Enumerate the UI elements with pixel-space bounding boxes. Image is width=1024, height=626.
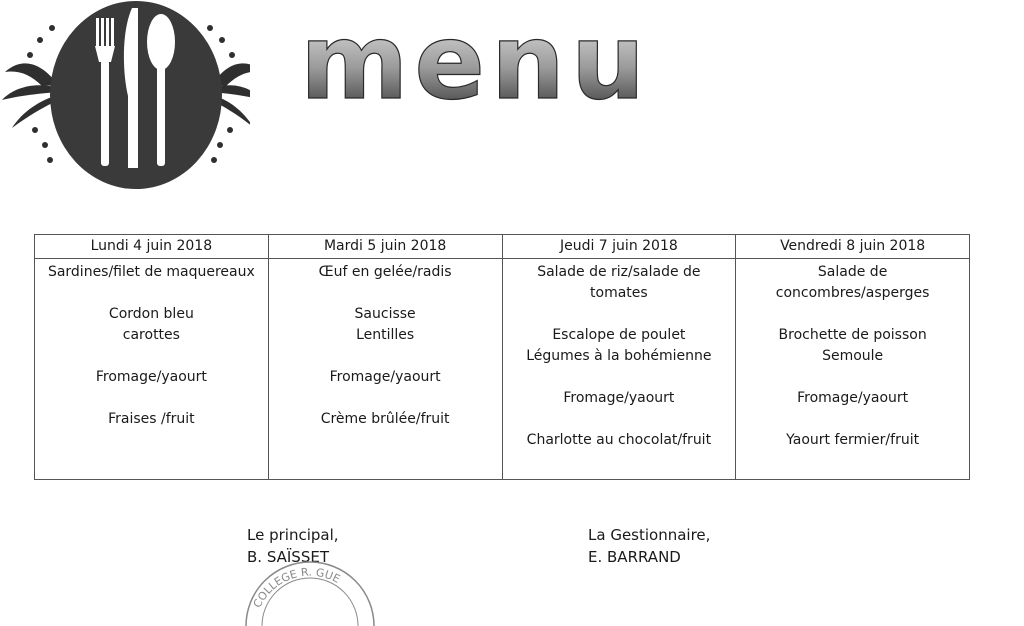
day-menu-cell bbox=[35, 259, 269, 480]
starter: Sardines/filet de maquereaux bbox=[47, 264, 255, 280]
main-dish: Cordon bleu bbox=[108, 306, 194, 322]
side-dish: Lentilles bbox=[356, 327, 415, 343]
table-row bbox=[35, 259, 970, 480]
dessert: Charlotte au chocolat/fruit bbox=[526, 432, 712, 448]
side-dish: carottes bbox=[122, 327, 180, 343]
dairy: Fromage/yaourt bbox=[329, 369, 441, 385]
starter: Salade de bbox=[817, 264, 888, 280]
dessert: Fraises /fruit bbox=[108, 411, 195, 427]
school-stamp bbox=[235, 556, 385, 626]
day-menu-cell bbox=[736, 259, 970, 480]
day-header: Mardi 5 juin 2018 bbox=[268, 235, 502, 259]
day-menu-cell bbox=[268, 259, 502, 480]
svg-text:COLLEGE R. GUE bbox=[251, 566, 343, 610]
principal-name: B. SAÏSSET bbox=[247, 548, 329, 566]
day-header: Jeudi 7 juin 2018 bbox=[502, 235, 736, 259]
gestionnaire-role: La Gestionnaire, bbox=[588, 526, 711, 544]
starter-continued: concombres/asperges bbox=[775, 285, 930, 301]
day-menu-cell bbox=[502, 259, 736, 480]
weekly-menu-table bbox=[34, 234, 970, 480]
side-dish: Légumes à la bohémienne bbox=[526, 348, 712, 364]
dairy: Fromage/yaourt bbox=[797, 390, 909, 406]
cutlery-oval-logo-icon bbox=[0, 0, 250, 200]
principal-role: Le principal, bbox=[247, 526, 339, 544]
starter-continued: tomates bbox=[590, 285, 648, 301]
main-dish: Saucisse bbox=[354, 306, 416, 322]
dairy: Fromage/yaourt bbox=[563, 390, 675, 406]
gestionnaire-name: E. BARRAND bbox=[588, 548, 681, 566]
side-dish: Semoule bbox=[822, 348, 884, 364]
table-header-row bbox=[35, 235, 970, 259]
dessert: Crème brûlée/fruit bbox=[320, 411, 450, 427]
main-dish: Brochette de poisson bbox=[778, 327, 927, 343]
dessert: Yaourt fermier/fruit bbox=[786, 432, 920, 448]
starter: Œuf en gelée/radis bbox=[318, 264, 452, 280]
day-header: Lundi 4 juin 2018 bbox=[35, 235, 269, 259]
gestionnaire-signature bbox=[588, 524, 710, 568]
dairy: Fromage/yaourt bbox=[95, 369, 207, 385]
starter: Salade de riz/salade de bbox=[537, 264, 701, 280]
menu-title-text: menu bbox=[300, 14, 651, 123]
stamp-text: COLLEGE R. GUE bbox=[250, 565, 343, 610]
menu-title bbox=[300, 14, 840, 124]
day-header: Vendredi 8 juin 2018 bbox=[736, 235, 970, 259]
main-dish: Escalope de poulet bbox=[552, 327, 686, 343]
